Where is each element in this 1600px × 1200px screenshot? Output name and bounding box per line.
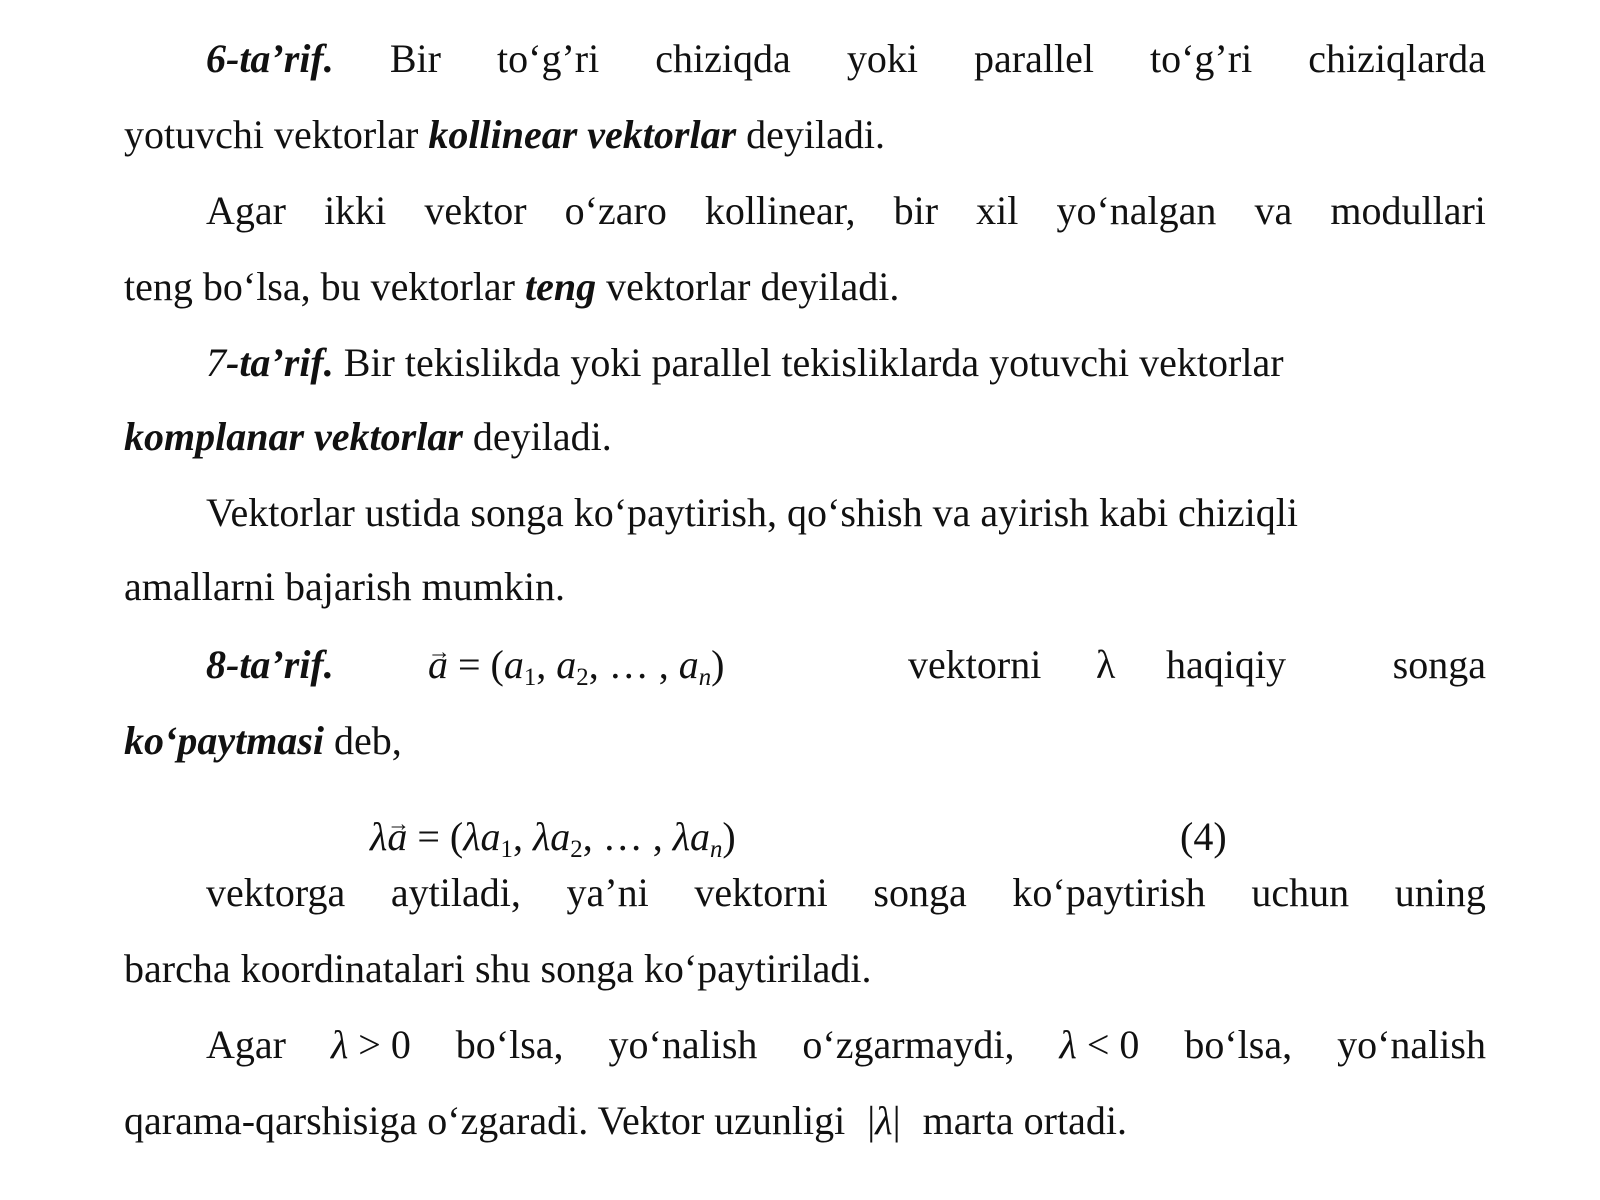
definition-6-line-1 xyxy=(206,34,1486,84)
paragraph-equal-line-2 xyxy=(124,262,1486,312)
lambda-symbol: λ xyxy=(875,1098,893,1143)
component: a xyxy=(503,642,524,687)
word: kollinear, xyxy=(704,188,856,233)
paragraph-multiply-line-2: barcha koordinatalari shu songa ko‘paytiriladi. xyxy=(124,946,872,991)
word: o‘zgarmaydi, xyxy=(802,1022,1015,1067)
term-coplanar-vectors: komplanar vektorlar xyxy=(124,414,463,459)
word: va xyxy=(1254,188,1293,233)
word: ya’ni xyxy=(566,870,649,915)
paragraph-equal-line-1 xyxy=(206,186,1486,236)
lambda-symbol: λ xyxy=(1096,642,1116,687)
vector-symbol: → a xyxy=(428,640,448,690)
definition-8-line-2 xyxy=(124,716,1486,766)
component: a xyxy=(678,642,699,687)
word: aytiladi, xyxy=(390,870,521,915)
subscript: n xyxy=(710,835,723,863)
word: yo‘nalish xyxy=(608,1022,758,1067)
comma: , xyxy=(588,642,609,687)
definition-7-label: -ta’rif. xyxy=(226,340,334,385)
word: vektorga xyxy=(206,870,346,915)
lambda-symbol: λ xyxy=(370,814,388,859)
word: o‘zaro xyxy=(564,188,667,233)
abs-bar: | xyxy=(867,1098,876,1143)
paren: ) xyxy=(711,642,725,687)
term-collinear-vectors: kollinear vektorlar xyxy=(428,112,737,157)
component: a xyxy=(556,642,577,687)
less-than: < xyxy=(1086,1022,1110,1067)
word: haqiqiy xyxy=(1166,642,1286,687)
definition-7-number: 7 xyxy=(206,340,226,385)
word: ikki xyxy=(324,188,387,233)
word: parallel xyxy=(974,36,1094,81)
word: vektorni xyxy=(908,642,1042,687)
word: yoki xyxy=(846,36,918,81)
comma: , xyxy=(582,814,603,859)
word: yo‘nalish xyxy=(1337,1022,1486,1067)
zero: 0 xyxy=(1119,1022,1140,1067)
word: uchun xyxy=(1251,870,1350,915)
inequality-negative xyxy=(1059,1020,1139,1070)
subscript: 1 xyxy=(523,663,537,691)
abs-bar: | xyxy=(892,1098,901,1143)
comma: , xyxy=(536,642,557,687)
greater-than: > xyxy=(358,1022,381,1067)
word: ko‘paytirish xyxy=(1012,870,1206,915)
word: to‘g’ri xyxy=(1150,36,1253,81)
word: chiziqlarda xyxy=(1308,36,1486,81)
text: marta ortadi. xyxy=(912,1098,1127,1143)
word: uning xyxy=(1394,870,1486,915)
word: yo‘nalgan xyxy=(1056,188,1217,233)
equation-number: (4) xyxy=(1180,814,1227,859)
definition-8-label: 8-ta’rif. xyxy=(206,642,334,687)
word: Agar xyxy=(206,1022,286,1067)
subscript: 1 xyxy=(500,835,513,863)
lambda-symbol: λ xyxy=(463,814,481,859)
comma: , xyxy=(642,814,673,859)
paragraph-operations-line-2: amallarni bajarish mumkin. xyxy=(124,564,565,609)
lambda-symbol: λ xyxy=(672,814,691,859)
inequality-positive xyxy=(331,1020,411,1070)
vector-definition-formula xyxy=(428,640,724,690)
comma: , xyxy=(648,642,679,687)
term-product: ko‘paytmasi xyxy=(124,718,324,763)
word: modullari xyxy=(1330,188,1486,233)
lambda-symbol: λ xyxy=(330,1022,349,1067)
word: Bir xyxy=(389,36,441,81)
definition-7-line-1 xyxy=(206,338,1486,388)
comma: , xyxy=(512,814,533,859)
word: songa xyxy=(1392,642,1486,687)
word: songa xyxy=(873,870,967,915)
component: a xyxy=(690,814,711,859)
word: bo‘lsa, xyxy=(1184,1022,1293,1067)
operator xyxy=(348,1022,358,1067)
paragraph-multiply-line-1 xyxy=(206,868,1486,918)
text: deyiladi. xyxy=(736,112,885,157)
paren: ) xyxy=(722,814,736,859)
ellipsis: … xyxy=(608,642,649,687)
word: xil xyxy=(976,188,1019,233)
subscript: n xyxy=(698,663,712,691)
vector-symbol: → a xyxy=(387,812,407,862)
ellipsis: … xyxy=(602,814,643,859)
paragraph-sign-line-1 xyxy=(206,1020,1486,1070)
text: deb, xyxy=(323,718,402,763)
equals: = ( xyxy=(407,814,464,859)
lambda-symbol: λ xyxy=(1059,1022,1077,1067)
component: a xyxy=(550,814,571,859)
text: deyiladi. xyxy=(462,414,612,459)
text: yotuvchi vektorlar xyxy=(124,112,429,157)
word: bo‘lsa, xyxy=(455,1022,564,1067)
equation-4 xyxy=(370,812,736,862)
definition-7-line-2 xyxy=(124,412,1486,462)
text: = ( xyxy=(448,642,504,687)
text: qarama-qarshisiga o‘zgaradi. Vektor uzunligi xyxy=(124,1098,856,1143)
text: Bir tekislikda yoki parallel tekisliklarda yotuvchi vektorlar xyxy=(333,340,1284,385)
text: teng bo‘lsa, bu vektorlar xyxy=(124,264,525,309)
word: Agar xyxy=(206,188,286,233)
definition-6-label: 6-ta’rif. xyxy=(206,36,334,81)
subscript: 2 xyxy=(576,663,589,691)
zero: 0 xyxy=(390,1022,411,1067)
term-equal: teng xyxy=(525,264,597,309)
component: a xyxy=(480,814,501,859)
word: vektor xyxy=(424,188,527,233)
paragraph-sign-line-2 xyxy=(124,1096,1486,1146)
word: vektorni xyxy=(694,870,828,915)
text: vektorlar deyiladi. xyxy=(596,264,900,309)
subscript: 2 xyxy=(570,835,583,863)
word: to‘g’ri xyxy=(497,36,600,81)
lambda-symbol: λ xyxy=(532,814,551,859)
definition-6-line-2 xyxy=(124,110,1486,160)
word: bir xyxy=(893,188,939,233)
paragraph-operations-line-1: Vektorlar ustida songa ko‘paytirish, qo‘shish va ayirish kabi chiziqli xyxy=(206,490,1299,535)
word: chiziqda xyxy=(655,36,791,81)
